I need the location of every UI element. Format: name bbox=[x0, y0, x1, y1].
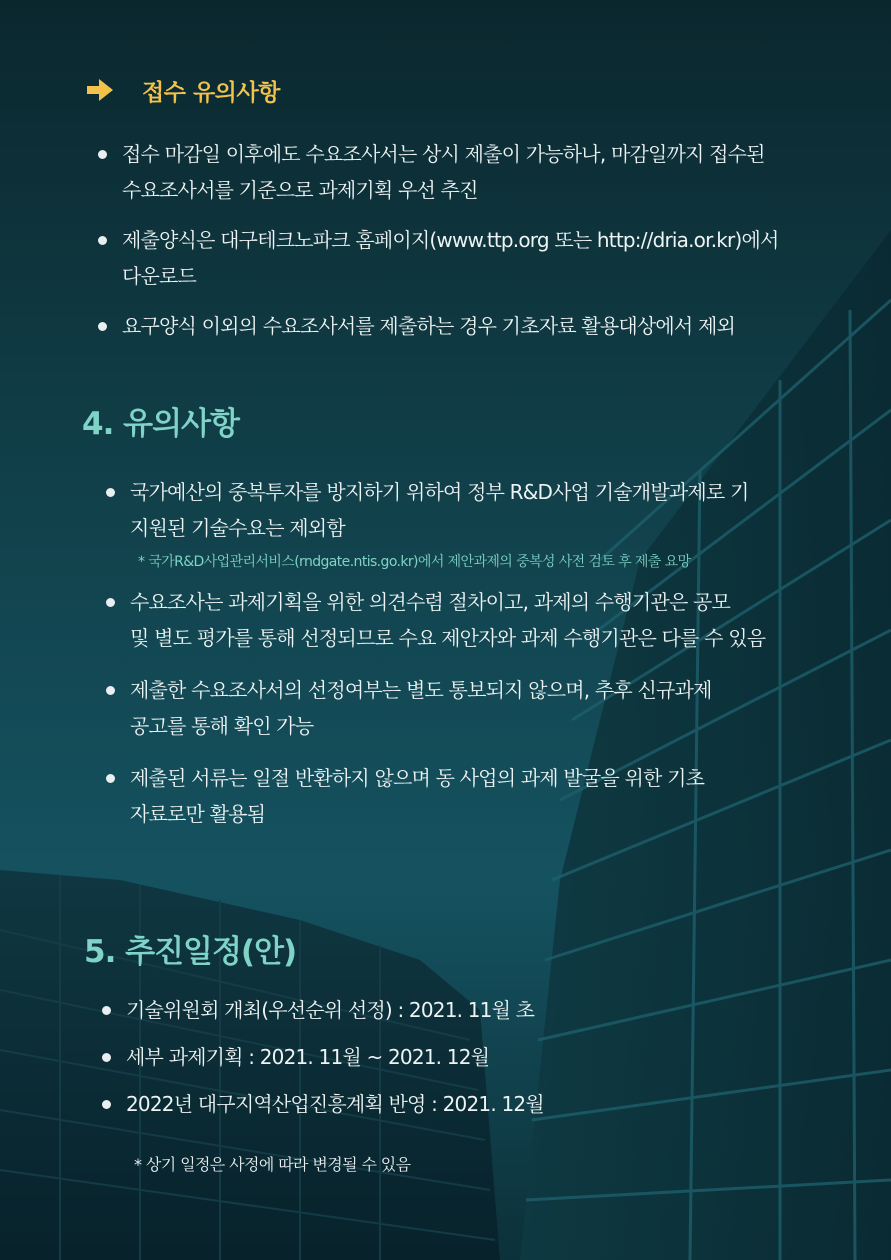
list-item: 요구양식 이외의 수요조사서를 제출하는 경우 기초자료 활용대상에서 제외 bbox=[96, 308, 856, 344]
section-4-list bbox=[104, 474, 864, 848]
receipt-notes-title: 접수 유의사항 bbox=[142, 79, 280, 106]
arrow-right-icon bbox=[86, 78, 114, 102]
list-item: 2022년 대구지역산업진흥계획 반영 : 2021. 12월 bbox=[100, 1086, 800, 1122]
list-item: 제출된 서류는 일절 반환하지 않으며 동 사업의 과제 발굴을 위한 기초 자료로만 활용됨 bbox=[104, 760, 864, 832]
list-item: 접수 마감일 이후에도 수요조사서는 상시 제출이 가능하나, 마감일까지 접수된 수요조사서를 기준으로 과제기획 우선 추진 bbox=[96, 136, 856, 208]
list-item: 기술위원회 개최(우선순위 선정) : 2021. 11월 초 bbox=[100, 992, 800, 1028]
list-item: 세부 과제기획 : 2021. 11월 ~ 2021. 12월 bbox=[100, 1039, 800, 1075]
list-item: 제출한 수요조사서의 선정여부는 별도 통보되지 않으며, 추후 신규과제 공고를 통해 확인 가능 bbox=[104, 672, 864, 744]
schedule-note: * 상기 일정은 사정에 따라 변경될 수 있음 bbox=[134, 1155, 411, 1174]
list-item: 제출양식은 대구테크노파크 홈페이지(www.ttp.org 또는 http://dria.or.kr)에서 다운로드 bbox=[96, 222, 856, 294]
receipt-notes-heading bbox=[86, 72, 280, 108]
list-item: 수요조사는 과제기획을 위한 의견수렴 절차이고, 과제의 수행기관은 공모 및 별도 평가를 통해 선정되므로 수요 제안자와 과제 수행기관은 다를 수 있음 bbox=[104, 584, 864, 656]
ntis-note: * 국가R&D사업관리서비스(rndgate.ntis.go.kr)에서 제안과제의 중복성 사전 검토 후 제출 요망 bbox=[138, 554, 691, 570]
schedule-list bbox=[100, 992, 800, 1133]
list-item: 국가예산의 중복투자를 방지하기 위하여 정부 R&D사업 기술개발과제로 기 지원된 기술수요는 제외함 * 국가R&D사업관리서비스(rndgate.ntis.go.kr)에서 제안과제의 중복성 사전 검토 후 제출 요망 bbox=[104, 474, 864, 574]
section-5-title: 5. 추진일정(안) bbox=[84, 934, 297, 970]
receipt-notes-list bbox=[96, 136, 856, 358]
section-4-title: 4. 유의사항 bbox=[82, 406, 239, 442]
